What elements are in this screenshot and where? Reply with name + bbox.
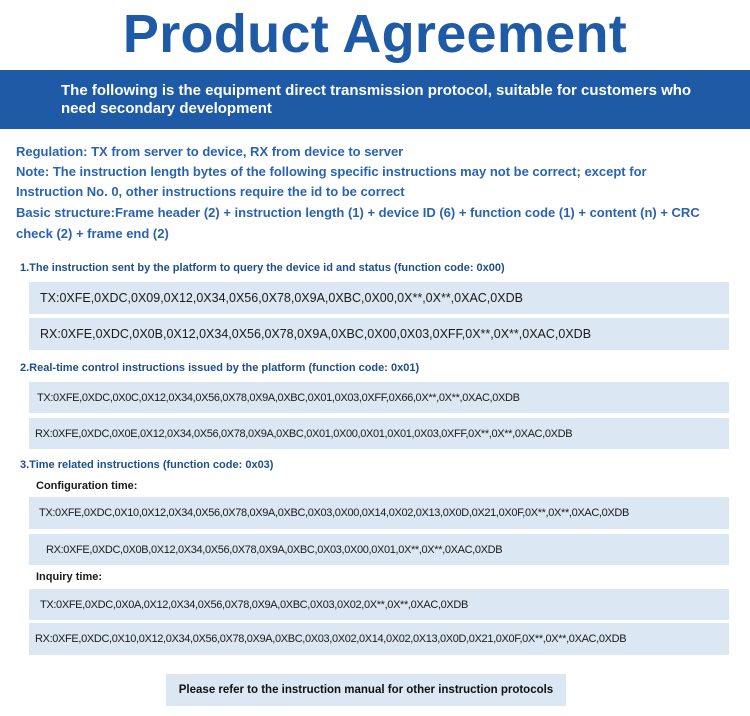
intro-banner (0, 70, 750, 129)
footer-note: Please refer to the instruction manual for other instruction protocols (166, 674, 566, 706)
config-time-tx: TX:0XFE,0XDC,0X10,0X12,0X34,0X56,0X78,0X9A,0XBC,0X03,0X00,0X14,0X02,0X13,0X0D,0X21,0X0F,0X**,0X**,0XAC,0XDB (29, 497, 729, 529)
section-2-tx: TX:0XFE,0XDC,0X0C,0X12,0X34,0X56,0X78,0X9A,0XBC,0X01,0X03,0XFF,0X66,0X**,0X**,0XAC,0XDB (29, 382, 729, 413)
inquiry-time-tx: TX:0XFE,0XDC,0X0A,0X12,0X34,0X56,0X78,0X9A,0XBC,0X03,0X02,0X**,0X**,0XAC,0XDB (29, 589, 729, 620)
config-time-label: Configuration time: (36, 480, 138, 492)
config-time-rx: RX:0XFE,0XDC,0X0B,0X12,0X34,0X56,0X78,0X9A,0XBC,0X03,0X00,0X01,0X**,0X**,0XAC,0XDB (29, 534, 729, 565)
banner-text: The following is the equipment direct transmission protocol, suitable for customers who need secondary development (61, 82, 692, 117)
section-1-rx: RX:0XFE,0XDC,0X0B,0X12,0X34,0X56,0X78,0X9A,0XBC,0X00,0X03,0XFF,0X**,0X**,0XAC,0XDB (29, 318, 729, 350)
regulation-text: Regulation: TX from server to device, RX from device to server (16, 144, 404, 159)
page-title: Product Agreement (122, 4, 628, 64)
section-2-heading: 2.Real-time control instructions issued by the platform (function code: 0x01) (20, 362, 420, 374)
inquiry-time-rx: RX:0XFE,0XDC,0X10,0X12,0X34,0X56,0X78,0X9A,0XBC,0X03,0X02,0X14,0X02,0X13,0X0D,0X21,0X0F,0X**,0X**,0XAC,0XDB (29, 623, 729, 655)
structure-text-2: check (2) + frame end (2) (16, 226, 169, 241)
section-1-tx: TX:0XFE,0XDC,0X09,0X12,0X34,0X56,0X78,0X9A,0XBC,0X00,0X**,0X**,0XAC,0XDB (29, 282, 729, 314)
inquiry-time-label: Inquiry time: (36, 571, 103, 583)
note-text-1: Note: The instruction length bytes of the following specific instructions may not be correct; except for (16, 164, 647, 179)
section-2-rx: RX:0XFE,0XDC,0X0E,0X12,0X34,0X56,0X78,0X9A,0XBC,0X01,0X00,0X01,0X01,0X03,0XFF,0X**,0X**,0XAC,0XDB (29, 418, 729, 449)
structure-text-1: Basic structure:Frame header (2) + instruction length (1) + device ID (6) + function code (1) + content (n) + CRC (16, 205, 700, 220)
section-1-heading: 1.The instruction sent by the platform to query the device id and status (function code: 0x00) (20, 262, 505, 274)
note-text-2: Instruction No. 0, other instructions require the id to be correct (16, 184, 405, 199)
section-3-heading: 3.Time related instructions (function code: 0x03) (20, 459, 274, 471)
